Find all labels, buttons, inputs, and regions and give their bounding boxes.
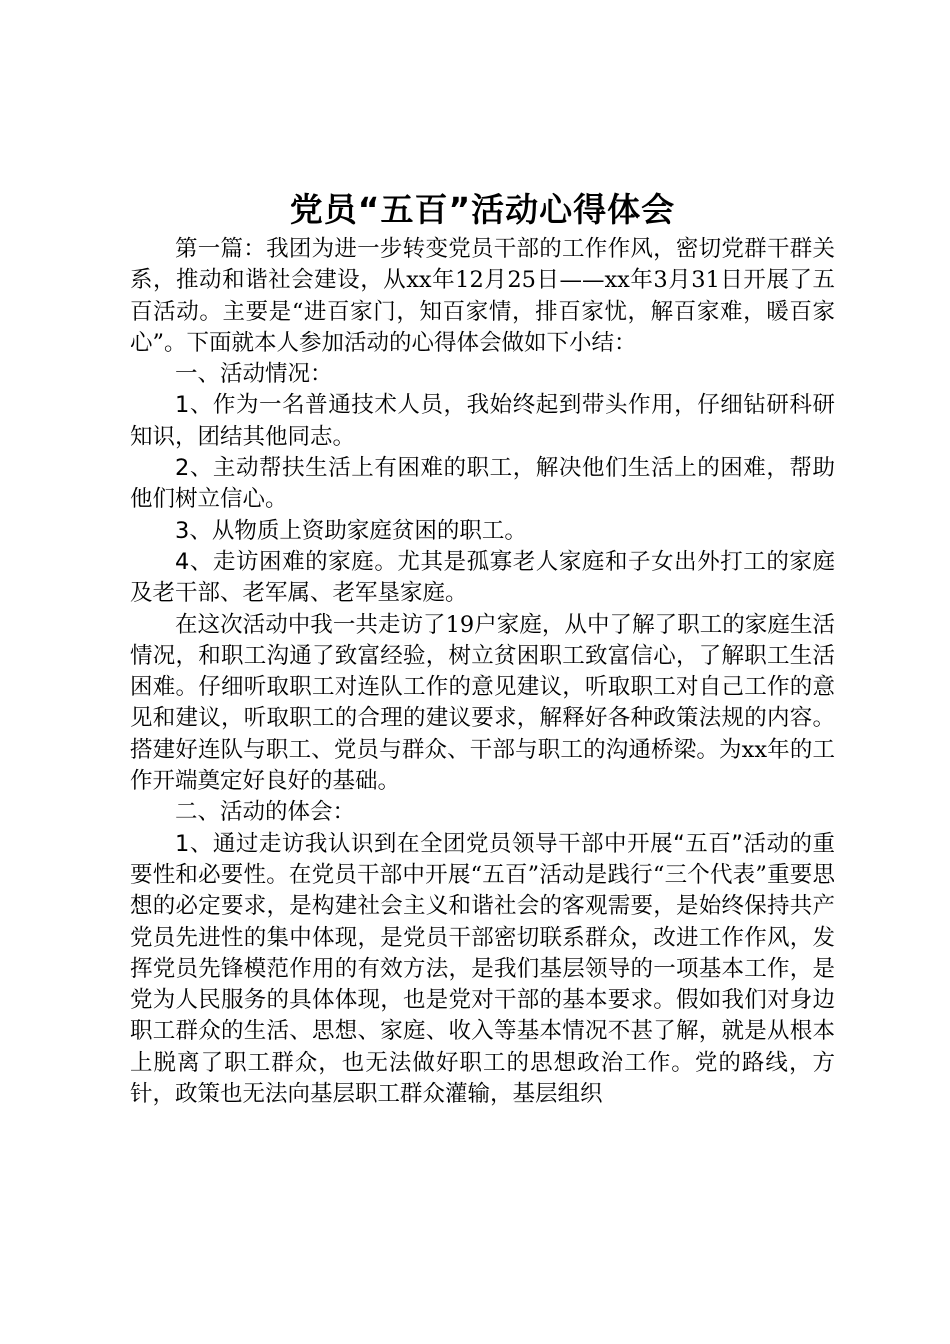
paragraph-text: 在党员干部中开展“五百”活动是践行“三个代表”重要思想的必定要求，是构建社会主义和谐社会的客观需要，是始终保持共产党员先进性的集中体现，是党员干部密切联系群众，改进工作作风，发挥党员先锋模范作用的有效方法，是我们基层领导的一项基本工作，是党为人民服务的具体体现，也是党对干部的基本要求。假如我们对身边职工群众的生活、思想、家庭、收入等基本情况不甚了解，就是从根本上脱离了职工群众，也无法做好职工的思想政治工作。党的路线，方针，政策也无法向基层职工群众灌输，基层组织 — [130, 861, 835, 1108]
paragraph-lead: 4、走访困难的家庭。 — [175, 548, 398, 575]
paragraph-text: 在这次活动中我一共走访了19户家庭，从中了解了职工的家庭生活情况，和职工沟通了致富经验，树立贫困职工致富信心，了解职工生活困难。仔细听取职工对连队工作的意见建议，听取职工对自己工作的意见和建议，听取职工的合理的建议要求，解释好各种政策法规的内容。搭建好连队与职工、党员与群众、干部与职工的沟通桥梁。为xx年的工作开端奠定好良好的基础。 — [130, 611, 835, 795]
paragraph-text: 第一篇：我团为进一步转变党员干部的工作作风，密切党群干群关系，推动和谐社会建设，从xx年12月25日——xx年3月31日开展了五百活动。主要是“进百家门，知百家情，排百家忧，解百家难，暖百家心”。下面就本人参加活动的心得体会做如下小结： — [130, 236, 835, 356]
paragraph — [130, 829, 835, 1111]
document-body — [130, 234, 835, 1110]
section-heading — [130, 359, 835, 390]
paragraph-lead: 1、通过走访我认识到在全团党员领导干部中开展“五百”活动的重要性和必要性。 — [130, 830, 835, 888]
document-page — [130, 188, 835, 1110]
paragraph-text: 尤其是孤寡老人家庭和子女出外打工的家庭及老干部、老军属、老军垦家庭。 — [130, 548, 835, 607]
paragraph — [130, 453, 835, 516]
paragraph-lead: 二、活动的体会： — [175, 799, 356, 826]
paragraph-lead: 1、作为一名普通技术人员，我始终起到带头作用，仔细钻研科研知识，团结其他同志。 — [130, 392, 835, 450]
paragraph-lead: 2、主动帮扶生活上有困难的职工，解决他们生活上的困难，帮助他们树立信心。 — [130, 455, 835, 513]
paragraph — [130, 610, 835, 798]
paragraph — [130, 234, 835, 359]
document-title: 党员“五百”活动心得体会 — [289, 190, 676, 229]
paragraph-lead: 一、活动情况： — [175, 361, 333, 388]
paragraph — [130, 390, 835, 453]
paragraph — [130, 547, 835, 610]
paragraph — [130, 516, 835, 547]
section-heading — [130, 797, 835, 828]
paragraph-lead: 3、从物质上资助家庭贫困的职工。 — [175, 517, 527, 544]
